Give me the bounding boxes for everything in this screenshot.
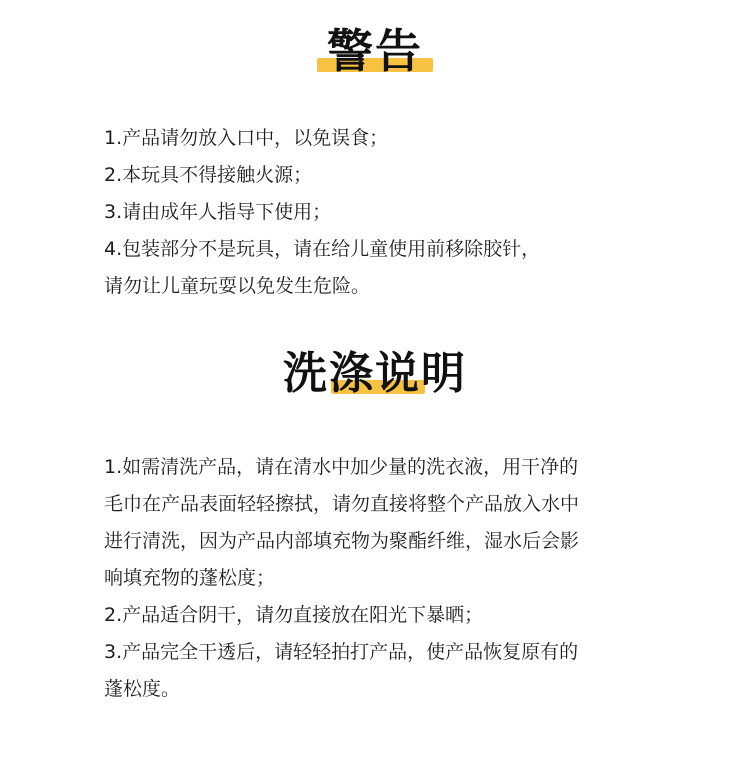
warning-line-4: 4.包装部分不是玩具，请在给儿童使用前移除胶针， bbox=[104, 238, 541, 260]
warning-title-text: 警告 bbox=[327, 24, 423, 78]
warning-list bbox=[104, 120, 704, 305]
warning-line-1: 1.产品请勿放入口中，以免误食； bbox=[104, 127, 389, 149]
washing-line-6: 3.产品完全干透后，请轻轻拍打产品，使产品恢复原有的 bbox=[104, 641, 579, 663]
warning-title bbox=[327, 24, 423, 78]
warning-section-header bbox=[0, 24, 750, 78]
washing-section-header bbox=[0, 348, 750, 399]
washing-line-5: 2.产品适合阴干，请勿直接放在阳光下暴晒； bbox=[104, 604, 484, 626]
washing-title-text: 洗涤说明 bbox=[283, 348, 467, 399]
washing-line-7: 蓬松度。 bbox=[104, 678, 181, 700]
warning-line-2: 2.本玩具不得接触火源； bbox=[104, 164, 313, 186]
washing-line-3: 进行清洗，因为产品内部填充物为聚酯纤维，湿水后会影 bbox=[104, 530, 580, 552]
warning-line-3: 3.请由成年人指导下使用； bbox=[104, 201, 332, 223]
washing-instructions-list bbox=[104, 449, 704, 708]
washing-title bbox=[283, 348, 467, 399]
washing-line-2: 毛巾在产品表面轻轻擦拭，请勿直接将整个产品放入水中 bbox=[104, 493, 580, 515]
washing-line-4: 响填充物的蓬松度； bbox=[104, 567, 276, 589]
warning-line-5: 请勿让儿童玩耍以免发生危险。 bbox=[104, 275, 371, 297]
washing-line-1: 1.如需清洗产品，请在清水中加少量的洗衣液，用干净的 bbox=[104, 456, 579, 478]
